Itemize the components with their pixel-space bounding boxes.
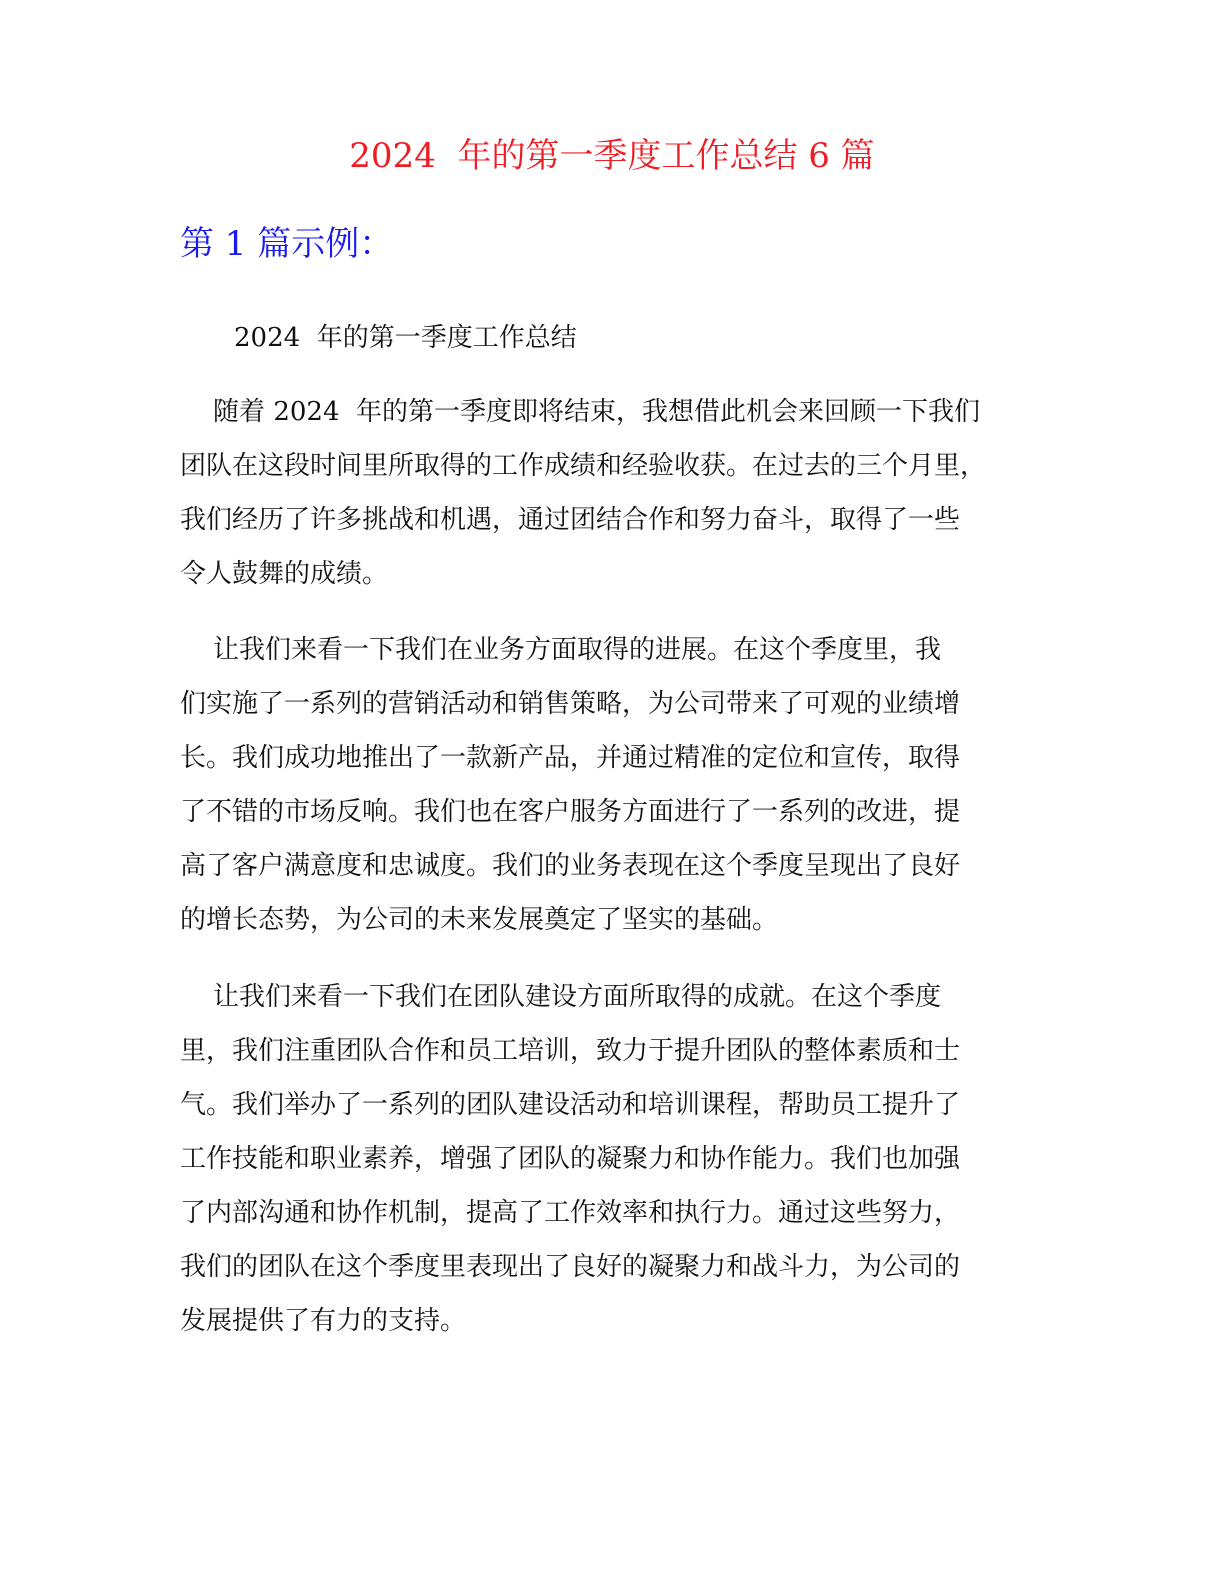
paragraph-line: 发展提供了有力的支持。 bbox=[180, 1306, 467, 1336]
paragraph-line: 高了客户满意度和忠诚度。我们的业务表现在这个季度呈现出了良好 bbox=[180, 851, 961, 881]
paragraph-line: 让我们来看一下我们在团队建设方面所取得的成就。在这个季度 bbox=[180, 982, 942, 1012]
paragraph-line: 了内部沟通和协作机制，提高了工作效率和执行力。通过这些努力， bbox=[180, 1198, 961, 1228]
paragraph-line: 我们经历了许多挑战和机遇，通过团结合作和努力奋斗，取得了一些 bbox=[180, 505, 961, 535]
document-title: 2024 年的第一季度工作总结 6 篇 bbox=[349, 136, 875, 176]
paragraph-line: 令人鼓舞的成绩。 bbox=[180, 559, 389, 589]
paragraph-line: 我们的团队在这个季度里表现出了良好的凝聚力和战斗力，为公司的 bbox=[180, 1252, 961, 1282]
paragraph-line: 工作技能和职业素养，增强了团队的凝聚力和协作能力。我们也加强 bbox=[180, 1144, 961, 1174]
paragraph-line: 气。我们举办了一系列的团队建设活动和培训课程，帮助员工提升了 bbox=[180, 1090, 961, 1120]
paragraph-line: 团队在这段时间里所取得的工作成绩和经验收获。在过去的三个月里， bbox=[180, 451, 987, 481]
paragraph-line: 们实施了一系列的营销活动和销售策略，为公司带来了可观的业绩增 bbox=[180, 689, 961, 719]
paragraph-line: 的增长态势，为公司的未来发展奠定了坚实的基础。 bbox=[180, 905, 779, 935]
paragraph-line: 了不错的市场反响。我们也在客户服务方面进行了一系列的改进，提 bbox=[180, 797, 961, 827]
paragraph-3 bbox=[180, 970, 1060, 1348]
paragraph-line: 随着 2024 年的第一季度即将结束，我想借此机会来回顾一下我们 bbox=[180, 397, 981, 427]
section-heading: 第 1 篇示例： bbox=[180, 224, 394, 264]
document-subtitle: 2024 年的第一季度工作总结 bbox=[234, 323, 577, 353]
paragraph-line: 让我们来看一下我们在业务方面取得的进展。在这个季度里，我 bbox=[180, 635, 942, 665]
paragraph-2 bbox=[180, 623, 1060, 947]
paragraph-line: 里，我们注重团队合作和员工培训，致力于提升团队的整体素质和士 bbox=[180, 1036, 961, 1066]
paragraph-line: 长。我们成功地推出了一款新产品，并通过精准的定位和宣传，取得 bbox=[180, 743, 961, 773]
paragraph-1 bbox=[180, 385, 1060, 601]
